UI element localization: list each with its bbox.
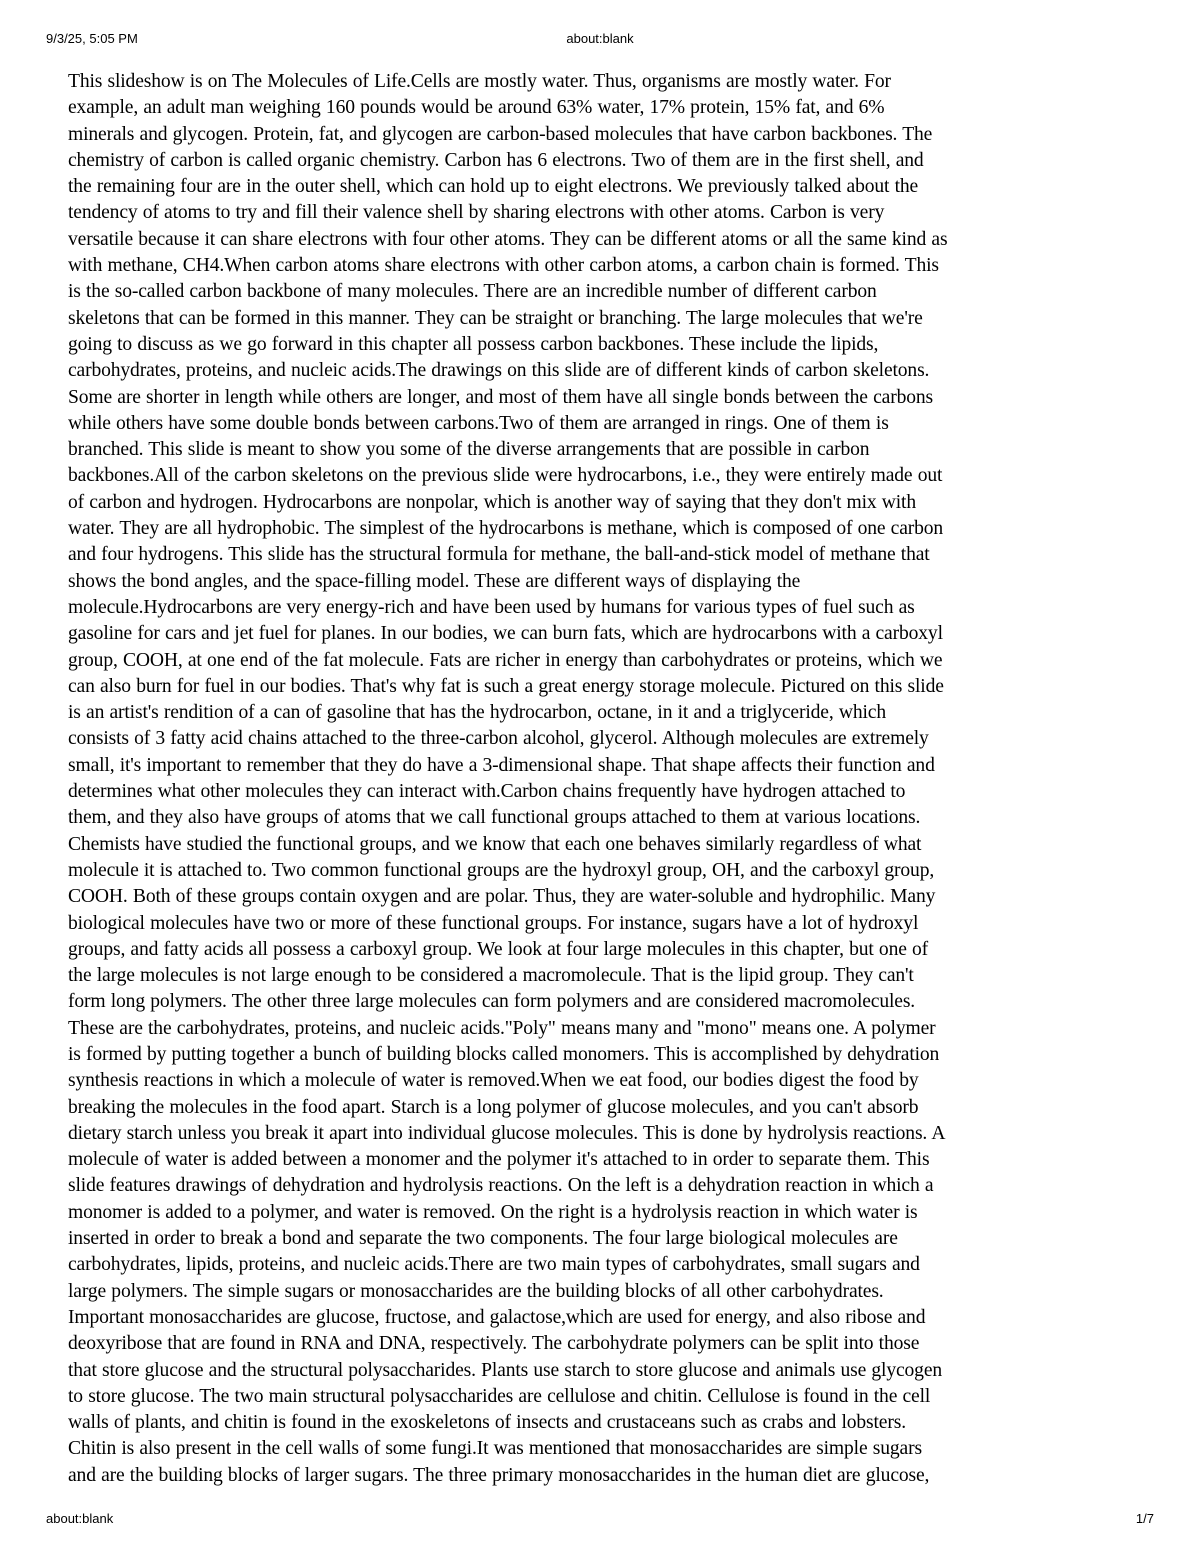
body-text-line: monomer is added to a polymer, and water is removed. On the right is a hydrolysis reaction in which water is [68, 1201, 918, 1223]
body-text-line: Chitin is also present in the cell walls of some fungi.It was mentioned that monosaccharides are simple sugars [68, 1438, 922, 1460]
body-text-line: groups, and fatty acids all possess a carboxyl group. We look at four large molecules in this chapter, but one of [68, 938, 929, 960]
body-text-line: tendency of atoms to try and fill their valence shell by sharing electrons with other atoms. Carbon is very [68, 202, 885, 224]
body-text-line: deoxyribose that are found in RNA and DNA, respectively. The carbohydrate polymers can be split into those [68, 1333, 920, 1355]
body-text-line: Important monosaccharides are glucose, fructose, and galactose,which are used for energy, and also ribose and [68, 1306, 926, 1328]
body-text-line: gasoline for cars and jet fuel for planes. In our bodies, we can burn fats, which are hydrocarbons with a carboxyl [68, 623, 943, 645]
body-text-line: water. They are all hydrophobic. The simplest of the hydrocarbons is methane, which is composed of one carbon [68, 518, 944, 540]
body-text-line: Some are shorter in length while others are longer, and most of them have all single bonds between the carbons [68, 386, 933, 408]
body-text-line: This slideshow is on The Molecules of Life.Cells are mostly water. Thus, organisms are mostly water. For [68, 71, 891, 92]
body-text-line: versatile because it can share electrons with four other atoms. They can be different atoms or all the same kind as [68, 228, 948, 250]
page-number: 1/7 [1135, 1511, 1154, 1526]
body-text-line: them, and they also have groups of atoms that we call functional groups attached to them at various locations. [68, 807, 921, 829]
body-text-line: synthesis reactions in which a molecule of water is removed.When we eat food, our bodies digest the food by [68, 1070, 919, 1092]
print-header [0, 0, 1200, 46]
body-text-line: example, an adult man weighing 160 pounds would be around 63% water, 17% protein, 15% fat, and 6% [68, 97, 885, 119]
body-text-line: of carbon and hydrogen. Hydrocarbons are nonpolar, which is another way of saying that they don't mix with [68, 491, 916, 513]
body-text-line: Chemists have studied the functional groups, and we know that each one behaves similarly regardless of what [68, 833, 922, 855]
body-text-line: while others have some double bonds between carbons.Two of them are arranged in rings. One of them is [68, 412, 889, 434]
body-text-line: small, it's important to remember that they do have a 3-dimensional shape. That shape affects their function and [68, 754, 935, 776]
body-text-line: is formed by putting together a bunch of building blocks called monomers. This is accomplished by dehydration [68, 1043, 940, 1065]
print-footer [0, 1503, 1200, 1533]
body-text-line: form long polymers. The other three large molecules can form polymers and are considered macromolecules. [68, 991, 916, 1013]
body-text-line: minerals and glycogen. Protein, fat, and glycogen are carbon-based molecules that have carbon backbones. The [68, 123, 933, 145]
body-text-line: can also burn for fuel in our bodies. That's why fat is such a great energy storage molecule. Pictured on this slide [68, 675, 944, 697]
body-text-line: backbones.All of the carbon skeletons on the previous slide were hydrocarbons, i.e., they were entirely made out [68, 465, 943, 487]
document-body [68, 69, 1136, 1489]
body-text-line: going to discuss as we go forward in this chapter all possess carbon backbones. These include the lipids, [68, 333, 879, 355]
body-text-line: molecule.Hydrocarbons are very energy-rich and have been used by humans for various types of fuel such as [68, 596, 915, 618]
body-text-line: slide features drawings of dehydration and hydrolysis reactions. On the left is a dehydration reaction in which a [68, 1175, 934, 1197]
print-page-title: about:blank [566, 31, 634, 46]
body-text-line: with methane, CH4.When carbon atoms share electrons with other carbon atoms, a carbon chain is formed. This [68, 255, 939, 277]
body-text-line: carbohydrates, proteins, and nucleic acids.The drawings on this slide are of different kinds of carbon skeletons. [68, 360, 930, 382]
print-datetime: 9/3/25, 5:05 PM [46, 31, 138, 46]
body-text-line: and are the building blocks of larger sugars. The three primary monosaccharides in the human diet are glucose, [68, 1464, 930, 1486]
body-text-line: breaking the molecules in the food apart. Starch is a long polymer of glucose molecules, and you can't absorb [68, 1096, 919, 1118]
body-text-line: These are the carbohydrates, proteins, and nucleic acids."Poly" means many and "mono" means one. A polymer [68, 1017, 936, 1039]
body-text-line: the large molecules is not large enough to be considered a macromolecule. That is the lipid group. They can't [68, 965, 914, 987]
body-text-line: molecule it is attached to. Two common functional groups are the hydroxyl group, OH, and the carboxyl group, [68, 859, 935, 881]
body-text-line: to store glucose. The two main structural polysaccharides are cellulose and chitin. Cellulose is found in the cell [68, 1385, 931, 1407]
body-text-line: branched. This slide is meant to show you some of the diverse arrangements that are possible in carbon [68, 439, 870, 461]
body-text-line: chemistry of carbon is called organic chemistry. Carbon has 6 electrons. Two of them are in the first shell, and [68, 149, 924, 171]
body-text-line: molecule of water is added between a monomer and the polymer it's attached to in order to separate them. This [68, 1149, 930, 1171]
body-text-line: that store glucose and the structural polysaccharides. Plants use starch to store glucose and animals use glycogen [68, 1359, 943, 1381]
body-text-line: dietary starch unless you break it apart into individual glucose molecules. This is done by hydrolysis reactions. A [68, 1122, 946, 1144]
body-text-line: carbohydrates, lipids, proteins, and nucleic acids.There are two main types of carbohydrates, small sugars and [68, 1254, 920, 1276]
body-text-line: shows the bond angles, and the space-filling model. These are different ways of displaying the [68, 570, 801, 592]
body-text-line: large polymers. The simple sugars or monosaccharides are the building blocks of all other carbohydrates. [68, 1280, 884, 1302]
body-text-line: the remaining four are in the outer shell, which can hold up to eight electrons. We previously talked about the [68, 176, 919, 198]
body-text-line: and four hydrogens. This slide has the structural formula for methane, the ball-and-stick model of methane that [68, 544, 930, 566]
body-text-line: walls of plants, and chitin is found in the exoskeletons of insects and crustaceans such as crabs and lobsters. [68, 1412, 906, 1434]
body-text-line: biological molecules have two or more of these functional groups. For instance, sugars have a lot of hydroxyl [68, 912, 919, 934]
body-text-line: skeletons that can be formed in this manner. They can be straight or branching. The large molecules that we're [68, 307, 923, 329]
body-text-line: is an artist's rendition of a can of gasoline that has the hydrocarbon, octane, in it and a triglyceride, which [68, 702, 886, 724]
print-url: about:blank [46, 1511, 114, 1526]
body-text-line: is the so-called carbon backbone of many molecules. There are an incredible number of different carbon [68, 281, 877, 303]
body-text-line: inserted in order to break a bond and separate the two components. The four large biological molecules are [68, 1228, 898, 1250]
body-text-line: COOH. Both of these groups contain oxygen and are polar. Thus, they are water-soluble and hydrophilic. Many [68, 886, 936, 908]
body-text-line: determines what other molecules they can interact with.Carbon chains frequently have hydrogen attached to [68, 781, 906, 803]
body-text-line: group, COOH, at one end of the fat molecule. Fats are richer in energy than carbohydrates or proteins, which we [68, 649, 943, 671]
body-text-line: consists of 3 fatty acid chains attached to the three-carbon alcohol, glycerol. Although molecules are extremely [68, 728, 929, 750]
